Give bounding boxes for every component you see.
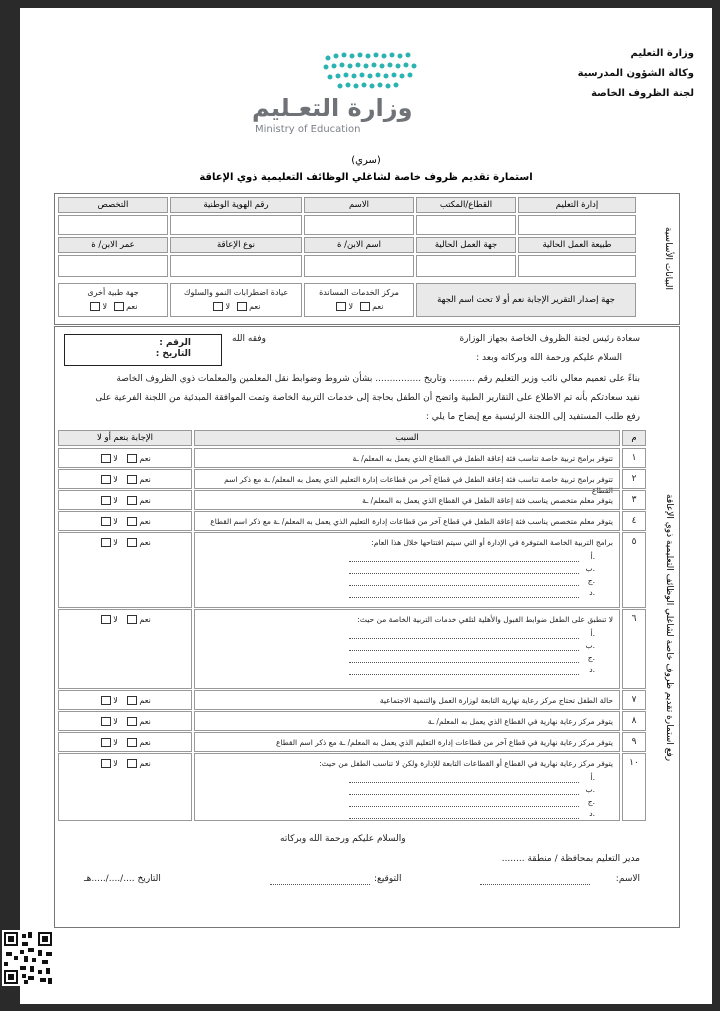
- row-number: ٣: [622, 490, 646, 510]
- yes-label: نعم: [139, 517, 151, 526]
- letter-salam: السلام عليكم ورحمة الله وبركاته وبعد :: [476, 353, 622, 363]
- no-label: لا: [113, 475, 118, 484]
- no-label: لا: [113, 759, 118, 768]
- yes-label: نعم: [249, 302, 261, 311]
- field-current-work-nature[interactable]: [518, 255, 636, 277]
- reason-text: لا تنطبق على الطفل ضوابط القبول والأهلية لتلقي خدمات التربية الخاصة من حيث:: [357, 615, 613, 624]
- yes-checkbox[interactable]: [127, 454, 137, 463]
- list-entry[interactable]: [349, 772, 595, 783]
- list-entry[interactable]: [349, 652, 595, 663]
- yes-checkbox[interactable]: [114, 302, 124, 311]
- logo-arabic: وزارة التعـليم: [252, 94, 413, 122]
- no-checkbox[interactable]: [101, 454, 111, 463]
- option-label: جهة طبية أخرى: [87, 288, 139, 297]
- reference-box: [64, 334, 222, 366]
- row-number: ٥: [622, 532, 646, 608]
- yes-label: نعم: [126, 302, 138, 311]
- option-development-clinic: [170, 283, 302, 317]
- list-letter: أ.: [590, 773, 595, 782]
- reason-text: تتوفر برامج تربية خاصة تناسب فئة إعاقة الطفل في القطاع الذي يعمل به المعلم/ ـة: [352, 454, 613, 463]
- no-label: لا: [113, 517, 118, 526]
- list-entry[interactable]: [349, 640, 595, 651]
- list-letter: د.: [589, 588, 595, 597]
- director-label: مدير التعليم بمحافظة / منطقة ........: [501, 854, 640, 864]
- list-entry[interactable]: [349, 784, 595, 795]
- letter-para1: بناءً على تعميم معالي نائب وزير التعليم رقم ......... وتاريخ ................ بشأن شروط وضوابط نقل المعلمين والمعلمات ذوي الظروف الخاصة: [116, 374, 640, 384]
- list-letter: ج.: [587, 576, 595, 585]
- no-checkbox[interactable]: [101, 475, 111, 484]
- list-letter: ب.: [585, 785, 595, 794]
- yes-checkbox[interactable]: [127, 517, 137, 526]
- yes-checkbox[interactable]: [127, 615, 137, 624]
- reason-text: حالة الطفل تحتاج مركز رعاية نهارية التابعة لوزارة العمل والتنمية الاجتماعية: [379, 696, 613, 705]
- yes-label: نعم: [139, 496, 151, 505]
- ref-date-label: التاريخ :: [155, 349, 191, 359]
- label-national-id: رقم الهوية الوطنية: [170, 197, 302, 213]
- reason-cell: [194, 732, 620, 752]
- basic-data-side-label: البيانات الأساسية: [663, 226, 673, 290]
- row-number: ٢: [622, 469, 646, 489]
- yes-label: نعم: [139, 454, 151, 463]
- no-checkbox[interactable]: [101, 759, 111, 768]
- answer-cell: [58, 609, 192, 689]
- reason-cell: [194, 609, 620, 689]
- yes-label: نعم: [372, 302, 384, 311]
- yes-checkbox[interactable]: [127, 717, 137, 726]
- reason-text: يتوفر معلم متخصص يناسب فئة إعاقة الطفل في القطاع الذي يعمل به المعلم/ ـة: [362, 496, 613, 505]
- label-sector: القطاع/المكتب: [416, 197, 516, 213]
- row-number: ٩: [622, 732, 646, 752]
- reason-cell: [194, 511, 620, 531]
- row-number: ٦: [622, 609, 646, 689]
- ref-number-label: الرقم :: [159, 338, 191, 348]
- yes-label: نعم: [139, 759, 151, 768]
- yes-checkbox[interactable]: [127, 696, 137, 705]
- list-entry[interactable]: [349, 808, 595, 819]
- no-label: لا: [348, 302, 354, 311]
- no-checkbox[interactable]: [101, 615, 111, 624]
- label-disability-type: نوع الإعاقة: [170, 237, 302, 253]
- answer-cell: [58, 448, 192, 468]
- field-current-workplace[interactable]: [416, 255, 516, 277]
- answer-cell: [58, 690, 192, 710]
- reason-text: تتوفر برامج تربية خاصة تناسب فئة إعاقة الطفل في قطاع آخر من قطاعات إدارة التعليم الذي يعمل به المعلم/ ـة مع ذكر اسم القطاع: [224, 475, 613, 495]
- field-education-admin[interactable]: [518, 215, 636, 235]
- col-header-answer: الإجابة بنعم أو لا: [58, 430, 192, 446]
- list-entry[interactable]: [349, 664, 595, 675]
- row-number: ٧: [622, 690, 646, 710]
- no-label: لا: [113, 538, 118, 547]
- date-label: التاريخ ..../..../.....هـ: [84, 874, 161, 884]
- reason-text: يتوفر مركز رعاية نهارية في القطاع الذي يعمل به المعلم/ ـة: [427, 717, 613, 726]
- list-entry[interactable]: [349, 551, 595, 562]
- signature-line[interactable]: [270, 884, 370, 885]
- no-label: لا: [113, 454, 118, 463]
- ministry-logo-dots: [320, 50, 424, 96]
- label-child-name: اسم الابن/ ة: [304, 237, 414, 253]
- list-letter: د.: [589, 665, 595, 674]
- yes-checkbox[interactable]: [360, 302, 370, 311]
- label-education-admin: إدارة التعليم: [518, 197, 636, 213]
- list-letter: أ.: [590, 629, 595, 638]
- no-label: لا: [113, 496, 118, 505]
- label-current-workplace: جهة العمل الحالية: [416, 237, 516, 253]
- no-label: لا: [225, 302, 231, 311]
- list-letter: أ.: [590, 552, 595, 561]
- field-national-id[interactable]: [170, 215, 302, 235]
- no-checkbox[interactable]: [101, 517, 111, 526]
- secret-label: (سري): [351, 155, 381, 166]
- yes-checkbox[interactable]: [127, 759, 137, 768]
- letter-para3: رفع طلب المستفيد إلى اللجنة الرئيسية مع إيضاح ما يلي :: [425, 412, 640, 422]
- no-checkbox[interactable]: [90, 302, 100, 311]
- reason-text: برامج التربية الخاصة المتوفرة في الإدارة أو التي سيتم افتتاحها خلال هذا العام:: [371, 538, 613, 547]
- no-checkbox[interactable]: [213, 302, 223, 311]
- name-line[interactable]: [480, 884, 590, 885]
- label-current-work-nature: طبيعة العمل الحالية: [518, 237, 636, 253]
- no-label: لا: [113, 696, 118, 705]
- row-number: ٤: [622, 511, 646, 531]
- reason-cell: [194, 490, 620, 510]
- answer-cell: [58, 532, 192, 608]
- col-header-reason: السبب: [194, 430, 620, 446]
- no-label: لا: [113, 717, 118, 726]
- letter-side-label: رفع استمارة تقديم ظروف خاصة لشاغلي الوظائف التعليمية ذوي الإعاقة: [664, 494, 674, 762]
- answer-cell: [58, 469, 192, 489]
- org-line: وكالة الشؤون المدرسية: [577, 68, 694, 79]
- option-label: عيادة اضطرابات النمو والسلوك: [183, 288, 289, 297]
- label-child-age: عمر الابن/ ة: [58, 237, 168, 253]
- yes-label: نعم: [139, 615, 151, 624]
- yes-checkbox[interactable]: [127, 538, 137, 547]
- label-name: الاسم: [304, 197, 414, 213]
- list-entry[interactable]: [349, 796, 595, 807]
- list-letter: ب.: [585, 564, 595, 573]
- option-other-medical: [58, 283, 168, 317]
- reason-text: يتوفر مركز رعاية نهارية في قطاع آخر من قطاعات إدارة التعليم الذي يعمل به المعلم/ ـة مع ذكر اسم القطاع: [275, 738, 613, 747]
- no-label: لا: [102, 302, 108, 311]
- letter-greeting: سعادة رئيس لجنة الظروف الخاصة بجهاز الوزارة: [459, 334, 640, 344]
- no-checkbox[interactable]: [101, 496, 111, 505]
- field-sector[interactable]: [416, 215, 516, 235]
- yes-checkbox[interactable]: [127, 496, 137, 505]
- answer-cell: [58, 490, 192, 510]
- reason-cell: [194, 753, 620, 821]
- answer-cell: [58, 753, 192, 821]
- yes-label: نعم: [139, 717, 151, 726]
- list-entry[interactable]: [349, 587, 595, 598]
- list-letter: ج.: [587, 653, 595, 662]
- signature-label: التوقيع:: [374, 874, 402, 884]
- col-header-number: م: [622, 430, 646, 446]
- reason-text: يتوفر معلم متخصص يناسب فئة إعاقة الطفل في قطاع آخر من قطاعات إدارة التعليم الذي يعمل به المعلم/ ـة مع ذكر اسم القطاع: [210, 517, 613, 526]
- row-number: ٨: [622, 711, 646, 731]
- field-specialization[interactable]: [58, 215, 168, 235]
- form-title: استمارة تقديم ظروف خاصة لشاغلي الوظائف التعليمية ذوي الإعاقة: [199, 172, 533, 183]
- closing-salam: والسلام عليكم ورحمة الله وبركاته: [280, 834, 406, 844]
- answer-cell: [58, 711, 192, 731]
- yes-label: نعم: [139, 475, 151, 484]
- answer-cell: [58, 511, 192, 531]
- reason-cell: [194, 690, 620, 710]
- no-checkbox[interactable]: [101, 696, 111, 705]
- no-checkbox[interactable]: [336, 302, 346, 311]
- field-disability-type[interactable]: [170, 255, 302, 277]
- yes-label: نعم: [139, 538, 151, 547]
- field-name[interactable]: [304, 215, 414, 235]
- no-checkbox[interactable]: [101, 538, 111, 547]
- row-number: ١: [622, 448, 646, 468]
- option-label: مركز الخدمات المساندة: [319, 288, 399, 297]
- yes-checkbox[interactable]: [127, 475, 137, 484]
- no-checkbox[interactable]: [101, 717, 111, 726]
- answer-cell: [58, 732, 192, 752]
- no-label: لا: [113, 738, 118, 747]
- list-entry[interactable]: [349, 575, 595, 586]
- label-report-issuer: جهة إصدار التقرير الإجابة نعم أو لا تحت اسم الجهة: [416, 283, 636, 317]
- org-line: وزارة التعليم: [630, 48, 694, 59]
- reason-cell: [194, 448, 620, 468]
- field-child-name[interactable]: [304, 255, 414, 277]
- form-page: [20, 8, 712, 1004]
- reason-text: يتوفر مركز رعاية نهارية في القطاع أو القطاعات التابعة للإدارة ولكن لا تناسب الطفل من حيث:: [319, 759, 613, 768]
- no-checkbox[interactable]: [101, 738, 111, 747]
- row-number: ١٠: [622, 753, 646, 821]
- letter-para2: نفيد سعادتكم بأنه تم الاطلاع على التقارير الطبية واتضح أن الطفل بحاجة إلى خدمات التربية الخاصة وتمت الموافقة المبدئية من اللجنة الفرعية على: [95, 393, 640, 403]
- logo-english: Ministry of Education: [255, 124, 361, 135]
- reason-cell: [194, 532, 620, 608]
- no-label: لا: [113, 615, 118, 624]
- list-entry[interactable]: [349, 628, 595, 639]
- list-letter: ب.: [585, 641, 595, 650]
- org-header: [544, 44, 694, 104]
- list-letter: د.: [589, 809, 595, 818]
- reason-cell: [194, 711, 620, 731]
- option-support-services-center: [304, 283, 414, 317]
- org-line: لجنة الظروف الخاصة: [591, 88, 694, 99]
- list-entry[interactable]: [349, 563, 595, 574]
- yes-label: نعم: [139, 696, 151, 705]
- yes-label: نعم: [139, 738, 151, 747]
- yes-checkbox[interactable]: [237, 302, 247, 311]
- field-child-age[interactable]: [58, 255, 168, 277]
- yes-checkbox[interactable]: [127, 738, 137, 747]
- label-specialization: التخصص: [58, 197, 168, 213]
- list-letter: ج.: [587, 797, 595, 806]
- qr-code: [2, 930, 54, 986]
- name-label: الاسم:: [615, 874, 640, 884]
- reason-cell: [194, 469, 620, 495]
- letter-closing-top: وفقه الله: [232, 334, 266, 344]
